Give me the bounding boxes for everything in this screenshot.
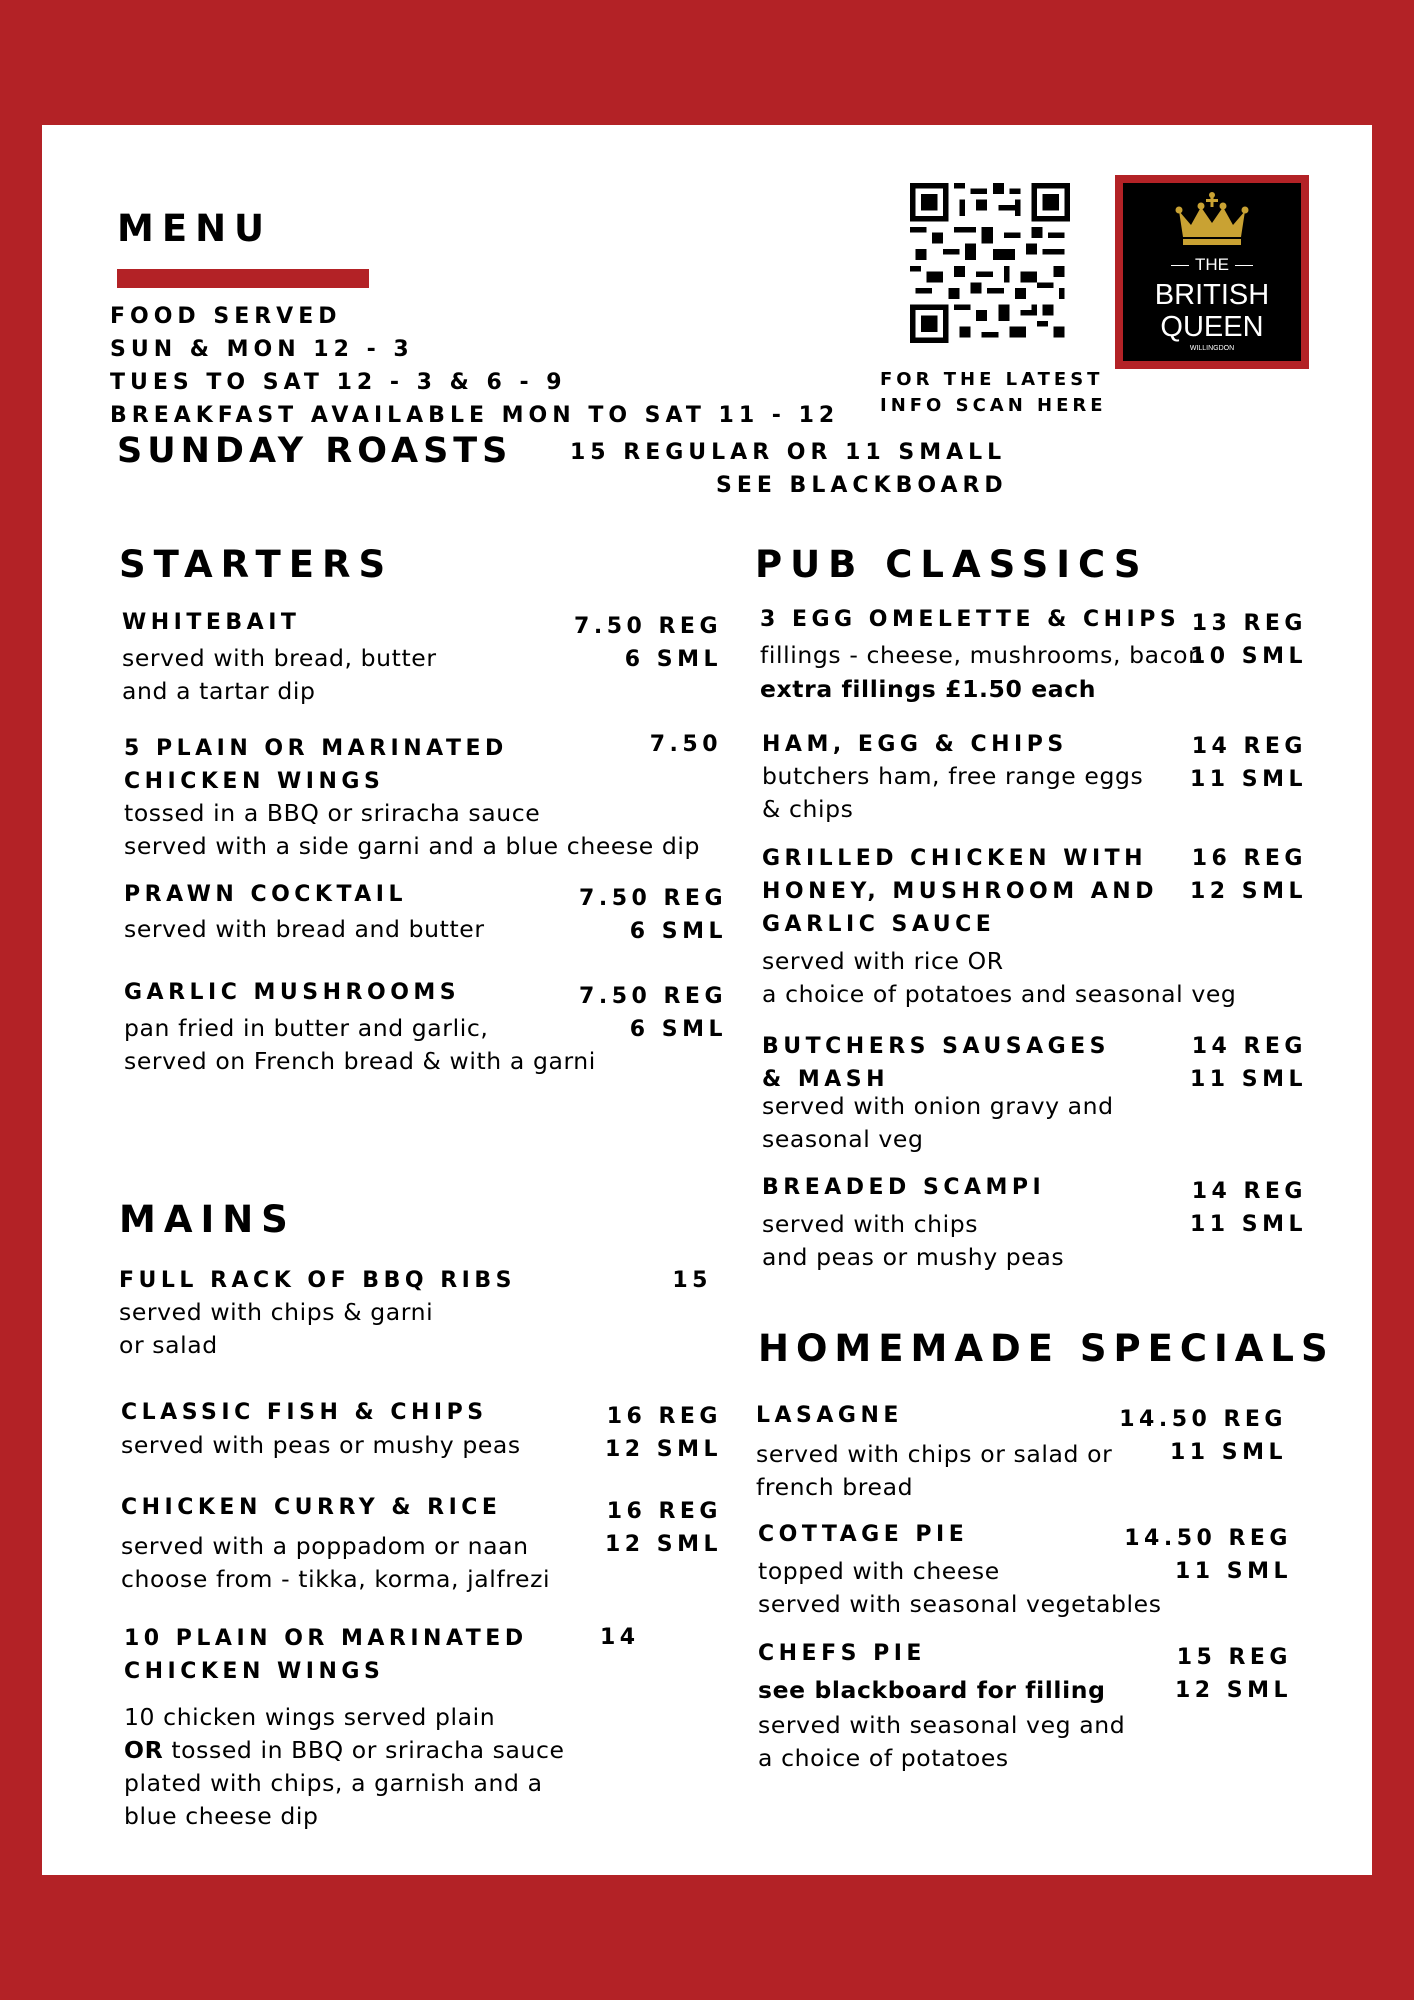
item-name: CHICKEN CURRY & RICE bbox=[121, 1495, 502, 1520]
sunday-roasts-note: SEE BLACKBOARD bbox=[716, 473, 1008, 498]
british-queen-logo bbox=[1115, 175, 1309, 369]
item-name: BUTCHERS SAUSAGES & MASH bbox=[762, 1034, 1111, 1092]
item-description: served with seasonal veg and a choice of potatoes bbox=[758, 1711, 1126, 1772]
item-description: served with chips and peas or mushy peas bbox=[762, 1210, 1065, 1271]
qr-caption-line: FOR THE LATEST bbox=[880, 369, 1104, 390]
item-price: 14 REG 11 SML bbox=[1189, 1034, 1307, 1092]
item-description: served with chips & garni or salad bbox=[119, 1298, 434, 1359]
item-name: CLASSIC FISH & CHIPS bbox=[121, 1400, 488, 1425]
homemade-specials-heading: HOMEMADE SPECIALS bbox=[758, 1327, 1335, 1370]
item-description: tossed in a BBQ or sriracha sauce served with a side garni and a blue cheese dip bbox=[124, 799, 701, 860]
item-description: served with bread and butter bbox=[124, 915, 485, 943]
item-name: 10 PLAIN OR MARINATED CHICKEN WINGS bbox=[124, 1626, 528, 1684]
item-name: PRAWN COCKTAIL bbox=[124, 882, 408, 907]
item-description: pan fried in butter and garlic, served on French bread & with a garni bbox=[124, 1014, 596, 1075]
item-extra: extra fillings £1.50 each bbox=[760, 675, 1097, 703]
title-underline bbox=[117, 269, 369, 288]
item-description: served with peas or mushy peas bbox=[121, 1431, 521, 1459]
opening-hours bbox=[110, 300, 839, 432]
item-description: served with bread, butter and a tartar dip bbox=[122, 644, 437, 705]
item-description: served with onion gravy and seasonal veg bbox=[762, 1092, 1114, 1153]
hours-line: BREAKFAST AVAILABLE MON TO SAT 11 - 12 bbox=[110, 403, 840, 428]
item-price: 7.50 bbox=[649, 732, 722, 757]
item-price: 7.50 REG 6 SML bbox=[579, 886, 727, 944]
crown-icon bbox=[1175, 191, 1249, 247]
item-price: 15 REG 12 SML bbox=[1174, 1645, 1292, 1703]
starters-heading: STARTERS bbox=[119, 543, 394, 586]
item-price: 14.50 REG 11 SML bbox=[1119, 1407, 1287, 1465]
item-price: 14 bbox=[600, 1625, 640, 1650]
logo-the: THE bbox=[1195, 255, 1229, 274]
item-price: 7.50 REG 6 SML bbox=[574, 614, 722, 672]
item-name: 3 EGG OMELETTE & CHIPS bbox=[760, 607, 1181, 632]
sunday-roasts-title: SUNDAY ROASTS bbox=[117, 431, 513, 471]
item-description: served with rice OR a choice of potatoes and seasonal veg bbox=[762, 947, 1237, 1008]
item-name: FULL RACK OF BBQ RIBS bbox=[119, 1268, 516, 1293]
item-price: 15 bbox=[672, 1268, 712, 1293]
item-name: HAM, EGG & CHIPS bbox=[762, 732, 1068, 757]
item-description: topped with cheese served with seasonal vegetables bbox=[758, 1557, 1162, 1618]
pub-classics-heading: PUB CLASSICS bbox=[755, 543, 1149, 586]
item-price: 16 REG 12 SML bbox=[604, 1499, 722, 1557]
qr-caption bbox=[880, 367, 1107, 419]
qr-code-icon[interactable] bbox=[910, 183, 1070, 343]
item-price: 14 REG 11 SML bbox=[1189, 1179, 1307, 1237]
sunday-roasts-price: 15 REGULAR OR 11 SMALL bbox=[570, 440, 1007, 465]
item-name: COTTAGE PIE bbox=[758, 1522, 969, 1547]
item-name: BREADED SCAMPI bbox=[762, 1175, 1046, 1200]
menu-sheet bbox=[42, 125, 1372, 1875]
logo-line1: BRITISH bbox=[1154, 279, 1270, 311]
qr-caption-line: INFO SCAN HERE bbox=[880, 395, 1107, 416]
mains-heading: MAINS bbox=[119, 1198, 296, 1241]
item-price: 7.50 REG 6 SML bbox=[579, 984, 727, 1042]
hours-line: SUN & MON 12 - 3 bbox=[110, 337, 414, 362]
item-name: GRILLED CHICKEN WITH HONEY, MUSHROOM AND GARLIC SAUCE bbox=[762, 846, 1158, 937]
item-price: 16 REG 12 SML bbox=[1189, 846, 1307, 904]
item-price: 16 REG 12 SML bbox=[604, 1404, 722, 1462]
hours-line: TUES TO SAT 12 - 3 & 6 - 9 bbox=[110, 370, 567, 395]
item-name: LASAGNE bbox=[756, 1403, 903, 1428]
item-name: WHITEBAIT bbox=[122, 610, 301, 635]
item-extra: see blackboard for filling bbox=[758, 1676, 1106, 1704]
item-description: served with a poppadom or naan choose from - tikka, korma, jalfrezi bbox=[121, 1532, 551, 1593]
item-name: 5 PLAIN OR MARINATED CHICKEN WINGS bbox=[124, 736, 508, 794]
item-name: GARLIC MUSHROOMS bbox=[124, 980, 461, 1005]
item-price: 13 REG 10 SML bbox=[1189, 611, 1307, 669]
logo-place: WILLINGDON bbox=[1189, 345, 1235, 352]
item-description: fillings - cheese, mushrooms, bacon bbox=[760, 641, 1204, 669]
hours-line: FOOD SERVED bbox=[110, 304, 342, 329]
item-description: 10 chicken wings served plain OR tossed in BBQ or sriracha sauce plated with chips, a garnish and a blue cheese dip bbox=[124, 1703, 565, 1830]
logo-line2: QUEEN bbox=[1160, 311, 1264, 343]
menu-title: MENU bbox=[117, 207, 273, 250]
item-price: 14.50 REG 11 SML bbox=[1124, 1526, 1292, 1584]
item-description: butchers ham, free range eggs & chips bbox=[762, 762, 1144, 823]
item-description: served with chips or salad or french bread bbox=[756, 1440, 1113, 1501]
item-price: 14 REG 11 SML bbox=[1189, 734, 1307, 792]
item-name: CHEFS PIE bbox=[758, 1641, 926, 1666]
